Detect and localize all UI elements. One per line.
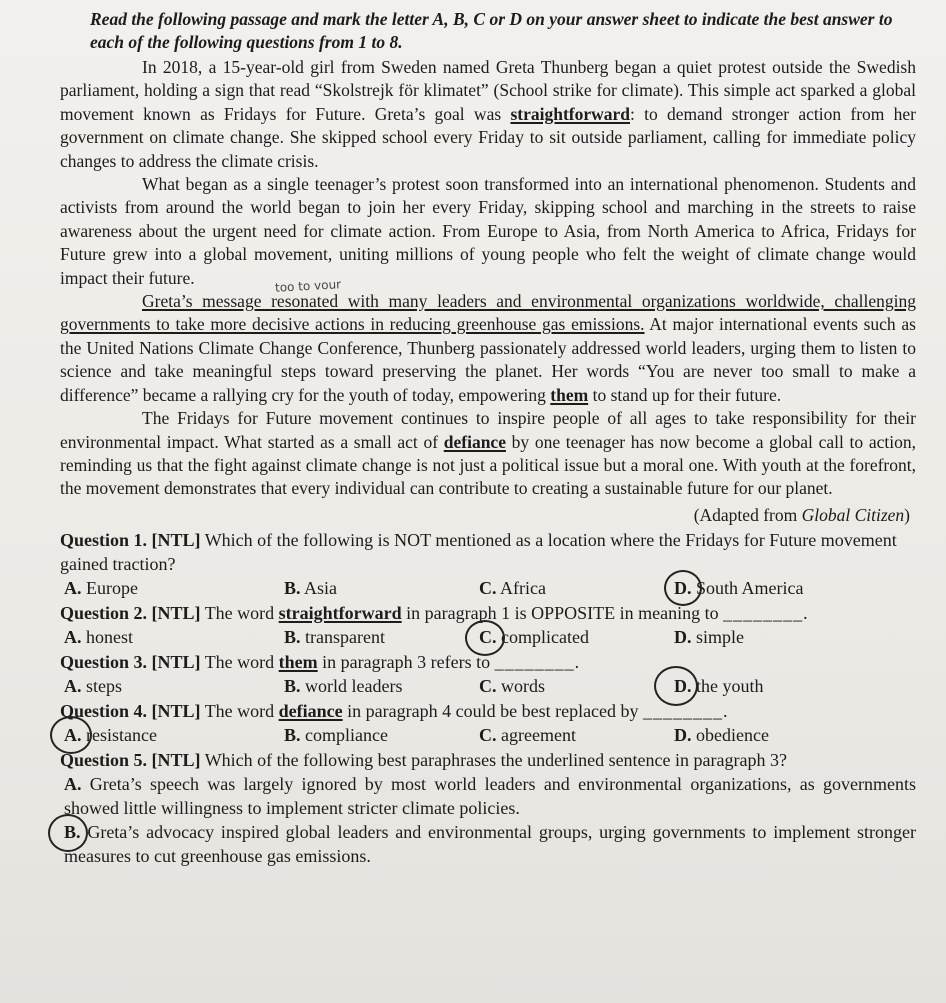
q3-option-a[interactable] bbox=[64, 674, 284, 698]
q2-option-d-letter: D. bbox=[674, 626, 692, 647]
q4-option-a-letter: A. bbox=[64, 724, 82, 745]
q4-option-a[interactable] bbox=[64, 723, 284, 747]
question-4-label: Question 4. [NTL] bbox=[60, 700, 201, 721]
q5-option-b-text: Greta’s advocacy inspired global leaders and environmental groups, urging governments to implement stronger measures to cut greenhouse gas emissions. bbox=[64, 821, 916, 866]
q4-option-d-text: obedience bbox=[691, 724, 769, 745]
q1-option-b-text: Asia bbox=[300, 577, 338, 598]
question-3-label: Question 3. [NTL] bbox=[60, 651, 201, 672]
q1-option-c-text: Africa bbox=[496, 577, 546, 598]
question-3-options bbox=[60, 674, 916, 698]
q2-option-c-text: complicated bbox=[496, 626, 589, 647]
q1-option-a[interactable] bbox=[64, 576, 284, 600]
question-5-text: Which of the following best paraphrases the underlined sentence in paragraph 3? bbox=[200, 749, 787, 770]
word-them: them bbox=[550, 384, 589, 405]
q3-option-c-letter: C. bbox=[479, 675, 497, 696]
paragraph-3-text-b: to stand up for their future. bbox=[588, 384, 782, 405]
paragraph-2 bbox=[60, 173, 916, 290]
q4-option-b[interactable] bbox=[284, 723, 479, 747]
q1-option-b-letter: B. bbox=[284, 577, 301, 598]
question-2-word: straightforward bbox=[278, 602, 402, 623]
question-3 bbox=[60, 650, 916, 674]
q1-option-d-text: South America bbox=[691, 577, 804, 598]
q3-option-b-letter: B. bbox=[284, 675, 301, 696]
q3-option-d[interactable] bbox=[674, 674, 894, 698]
question-3-text-b: in paragraph 3 refers to bbox=[317, 651, 495, 672]
question-3-text-a: The word bbox=[200, 651, 279, 672]
q1-option-a-text: Europe bbox=[81, 577, 138, 598]
q3-option-a-text: steps bbox=[81, 675, 122, 696]
paragraph-1-text-b: : to demand stronger action from her government on climate change. She skipped school every Friday to sit outside parliament, calling for immediate policy changes to address the climate crisis. bbox=[60, 103, 916, 171]
q1-option-c-letter: C. bbox=[479, 577, 497, 598]
q4-option-b-text: compliance bbox=[300, 724, 388, 745]
q3-option-d-text: the youth bbox=[691, 675, 764, 696]
question-2-blank: ________. bbox=[723, 602, 809, 623]
q2-option-d[interactable] bbox=[674, 625, 894, 649]
question-1-label: Question 1. [NTL] bbox=[60, 529, 201, 550]
question-2-text-b: in paragraph 1 is OPPOSITE in meaning to bbox=[401, 602, 724, 623]
paragraph-3-wrap bbox=[60, 277, 916, 407]
question-4-text-a: The word bbox=[200, 700, 279, 721]
q2-option-b-text: transparent bbox=[300, 626, 385, 647]
q2-option-c[interactable] bbox=[479, 625, 674, 649]
q4-option-d-letter: D. bbox=[674, 724, 692, 745]
q2-option-c-letter: C. bbox=[479, 626, 497, 647]
q3-option-d-letter: D. bbox=[674, 675, 692, 696]
question-5-label: Question 5. [NTL] bbox=[60, 749, 201, 770]
question-3-word: them bbox=[278, 651, 318, 672]
q4-option-a-text: resistance bbox=[81, 724, 157, 745]
q1-option-d[interactable] bbox=[674, 576, 894, 600]
q4-option-b-letter: B. bbox=[284, 724, 301, 745]
q5-option-b[interactable] bbox=[60, 820, 916, 868]
q5-option-b-letter: B. bbox=[64, 821, 81, 842]
q5-option-a-letter: A. bbox=[64, 773, 82, 794]
q2-option-a[interactable] bbox=[64, 625, 284, 649]
source-suffix: ) bbox=[904, 504, 910, 525]
question-4-text-b: in paragraph 4 could be best replaced by bbox=[342, 700, 644, 721]
handwritten-note: too to vour bbox=[274, 277, 342, 295]
q1-option-b[interactable] bbox=[284, 576, 479, 600]
q2-option-b-letter: B. bbox=[284, 626, 301, 647]
q2-option-a-text: honest bbox=[81, 626, 133, 647]
paragraph-4-text-b: by one teenager has now become a global call to action, reminding us that the fight against climate change is not just a political issue but a moral one. With youth at the forefront, the movement demonstrates that every individual can contribute to creating a sustainable future for our planet. bbox=[60, 431, 916, 499]
q5-option-a[interactable] bbox=[60, 772, 916, 820]
question-5 bbox=[60, 748, 916, 772]
underlined-sentence: Greta’s message resonated with many leaders and environmental organizations worldwide, challenging governments to take more decisive actions in reducing greenhouse gas emissions. bbox=[60, 291, 916, 335]
instruction-text: Read the following passage and mark the letter A, B, C or D on your answer sheet to indicate the best answer to each of the following questions from 1 to 8. bbox=[90, 9, 893, 52]
q2-option-a-letter: A. bbox=[64, 626, 82, 647]
q3-option-c-text: words bbox=[496, 675, 545, 696]
question-4-options bbox=[60, 723, 916, 747]
paragraph-1-text-a: In 2018, a 15-year-old girl from Sweden named Greta Thunberg began a quiet protest outside the Swedish parliament, holding a sign that read “Skolstrejk för klimatet” (School strike for climate). This simple act sparked a global movement known as Fridays for Future. Greta’s goal was bbox=[60, 57, 916, 124]
question-3-blank: ________. bbox=[494, 651, 581, 672]
question-2-label: Question 2. [NTL] bbox=[60, 602, 201, 623]
paragraph-4 bbox=[60, 407, 916, 501]
question-4-word: defiance bbox=[278, 700, 343, 721]
question-1-options bbox=[60, 576, 916, 600]
question-1 bbox=[60, 528, 916, 576]
q3-option-a-letter: A. bbox=[64, 675, 82, 696]
q4-option-c-letter: C. bbox=[479, 724, 497, 745]
question-2-text-a: The word bbox=[200, 602, 279, 623]
q4-option-c-text: agreement bbox=[496, 724, 576, 745]
question-2-options bbox=[60, 625, 916, 649]
question-2 bbox=[60, 601, 916, 625]
reading-passage bbox=[60, 56, 916, 501]
source-prefix: (Adapted from bbox=[693, 504, 802, 525]
paragraph-2-text: What began as a single teenager’s protest soon transformed into an international phenomenon. Students and activists from around the world began to join her every Friday, skipping school and marching in the streets to raise awareness about the urgent need for climate action. From Europe to Asia, from North America to Africa, Fridays for Future grew into a global movement, uniting millions of young people who felt the weight of climate change would impact their future. bbox=[60, 174, 916, 288]
q4-option-d[interactable] bbox=[674, 723, 894, 747]
paragraph-1 bbox=[60, 56, 916, 173]
q3-option-b-text: world leaders bbox=[300, 675, 403, 696]
q1-option-a-letter: A. bbox=[64, 577, 82, 598]
q3-option-b[interactable] bbox=[284, 674, 479, 698]
paragraph-4-text-a: The Fridays for Future movement continues to inspire people of all ages to take responsibility for their environmental impact. What started as a small act of bbox=[60, 408, 916, 452]
q4-option-c[interactable] bbox=[479, 723, 674, 747]
source-title: Global Citizen bbox=[801, 504, 905, 525]
q3-option-c[interactable] bbox=[479, 674, 674, 698]
q1-option-c[interactable] bbox=[479, 576, 674, 600]
paragraph-3 bbox=[60, 290, 916, 407]
question-4 bbox=[60, 699, 916, 723]
question-4-blank: ________. bbox=[643, 700, 729, 721]
q2-option-d-text: simple bbox=[691, 626, 744, 647]
word-defiance: defiance bbox=[443, 431, 506, 452]
q2-option-b[interactable] bbox=[284, 625, 479, 649]
source-citation bbox=[60, 503, 910, 527]
q5-option-a-text: Greta’s speech was largely ignored by most world leaders and environmental organizations, as governments showed little willingness to implement stricter climate policies. bbox=[64, 773, 916, 818]
question-1-text: Which of the following is NOT mentioned as a location where the Fridays for Future movement gained traction? bbox=[60, 529, 897, 574]
word-straightforward: straightforward bbox=[510, 103, 630, 124]
q1-option-d-letter: D. bbox=[674, 577, 692, 598]
paragraph-3-text-a: At major international events such as the United Nations Climate Change Conference, Thunberg passionately addressed world leaders, urging them to listen to science and take meaningful steps toward preserving the planet. Her words “You are never too small to make a difference” became a rallying cry for the youth of today, empowering bbox=[60, 314, 916, 405]
